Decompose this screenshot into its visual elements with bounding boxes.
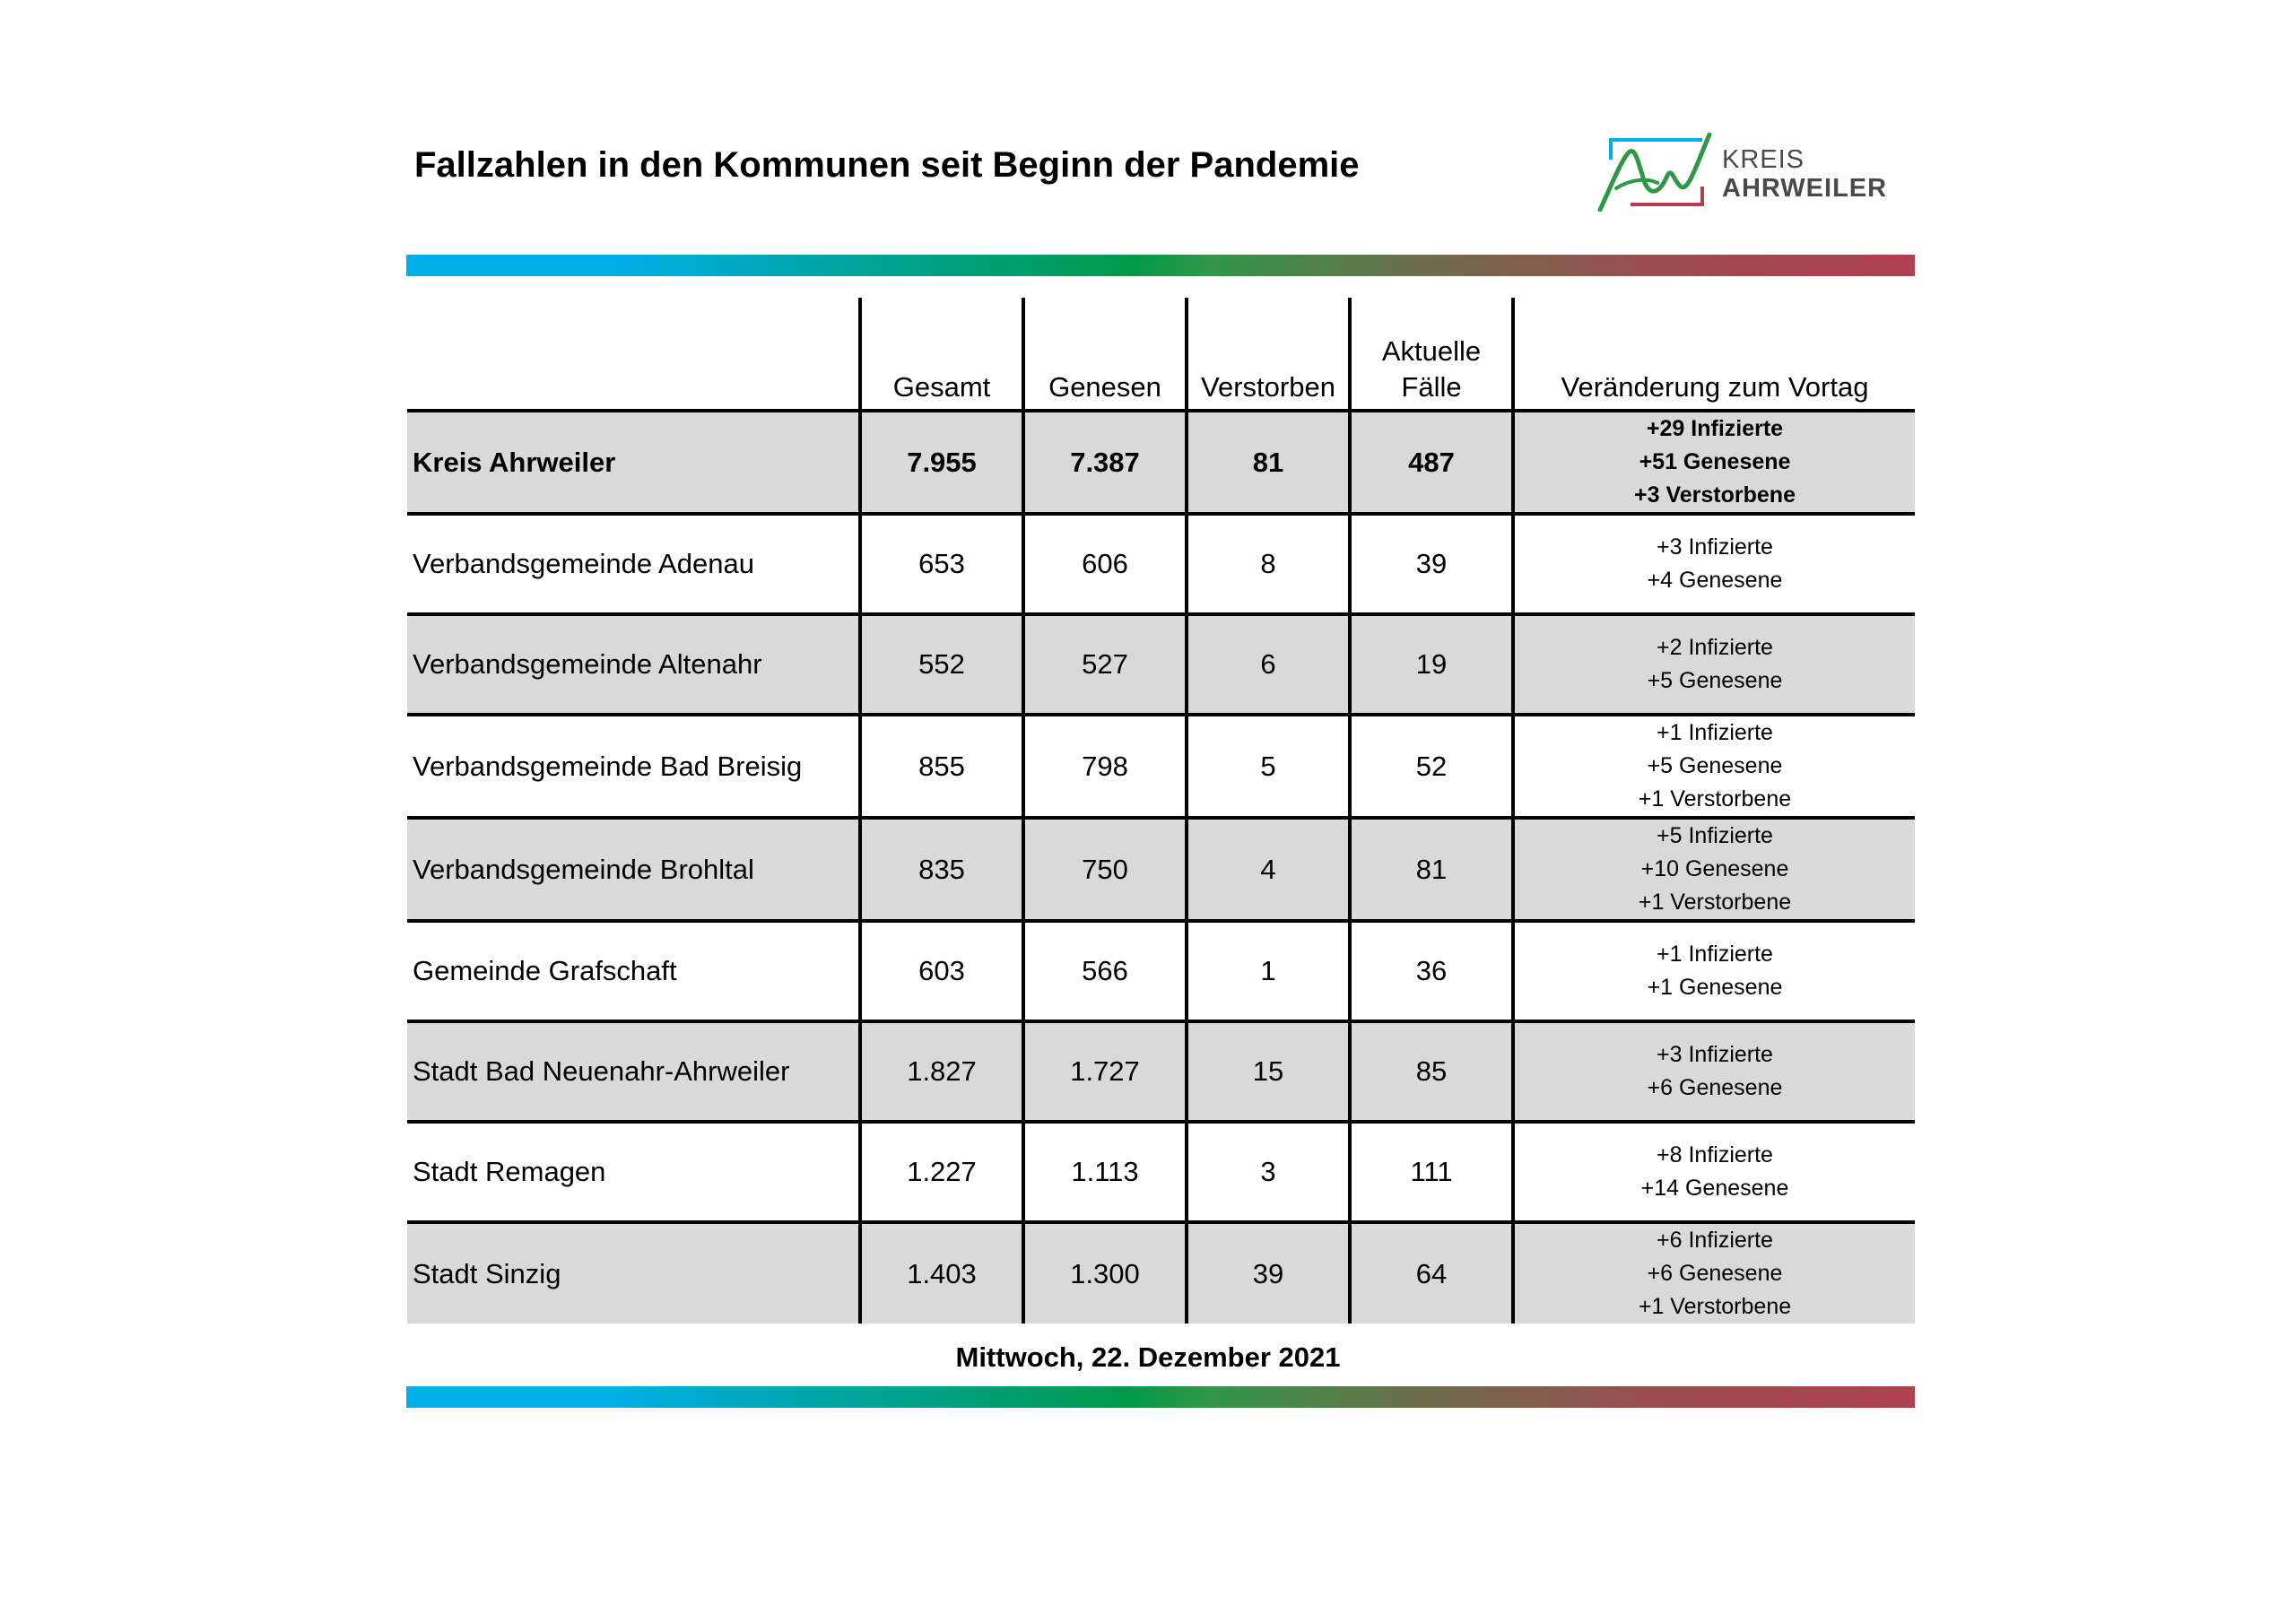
cell-verstorben: 6 [1187,614,1350,715]
cell-gesamt: 1.827 [860,1021,1023,1122]
cell-genesen: 606 [1023,514,1187,614]
header-verstorben: Verstorben [1187,298,1350,411]
cell-gesamt: 653 [860,514,1023,614]
table-row [407,1222,1915,1324]
cell-veraenderung [1513,921,1915,1021]
report-date: Mittwoch, 22. Dezember 2021 [955,1341,1341,1373]
cell-gesamt: 552 [860,614,1023,715]
cell-verstorben: 3 [1187,1122,1350,1222]
cell-verstorben: 1 [1187,921,1350,1021]
table-row [407,614,1915,715]
change-line: +5 Genesene [1647,753,1783,778]
kreis-ahrweiler-logo [1595,133,1903,212]
table-row [407,818,1915,921]
change-line: +1 Genesene [1647,975,1783,1000]
cell-genesen: 527 [1023,614,1187,715]
cell-veraenderung [1513,1021,1915,1122]
header-veraenderung: Veränderung zum Vortag [1513,298,1915,411]
change-line: +1 Infizierte [1657,942,1773,967]
change-line: +5 Infizierte [1657,823,1773,848]
change-line: +14 Genesene [1640,1176,1789,1201]
cell-genesen: 7.387 [1023,411,1187,514]
cell-aktuelle-faelle: 487 [1350,411,1513,514]
page-title: Fallzahlen in den Kommunen seit Beginn der Pandemie [414,145,1360,185]
cell-gesamt: 835 [860,818,1023,921]
cell-aktuelle-faelle: 19 [1350,614,1513,715]
cell-aktuelle-faelle: 52 [1350,715,1513,818]
cell-verstorben: 8 [1187,514,1350,614]
cell-veraenderung [1513,1222,1915,1324]
change-line: +1 Verstorbene [1638,786,1792,812]
change-line: +10 Genesene [1640,856,1789,881]
cell-aktuelle-faelle: 36 [1350,921,1513,1021]
cell-name: Gemeinde Grafschaft [407,921,860,1021]
table-row [407,1021,1915,1122]
cell-gesamt: 603 [860,921,1023,1021]
cell-name: Stadt Bad Neuenahr-Ahrweiler [407,1021,860,1122]
case-table [407,298,1915,1324]
cell-genesen: 798 [1023,715,1187,818]
cell-verstorben: 4 [1187,818,1350,921]
change-line: +6 Genesene [1647,1075,1783,1100]
cell-veraenderung [1513,514,1915,614]
cell-veraenderung [1513,818,1915,921]
cell-name: Verbandsgemeinde Altenahr [407,614,860,715]
change-line: +3 Infizierte [1657,1042,1773,1067]
table-row-total [407,411,1915,514]
change-line: +4 Genesene [1647,568,1783,593]
change-line: +8 Infizierte [1657,1142,1773,1167]
cell-veraenderung [1513,715,1915,818]
cell-verstorben: 81 [1187,411,1350,514]
change-line: +1 Verstorbene [1638,1294,1792,1319]
gradient-divider-top [406,255,1915,276]
cell-veraenderung [1513,411,1915,514]
change-line: +1 Infizierte [1657,720,1773,745]
cell-genesen: 1.113 [1023,1122,1187,1222]
table-row [407,1122,1915,1222]
cell-genesen: 1.727 [1023,1021,1187,1122]
cell-gesamt: 855 [860,715,1023,818]
cell-veraenderung [1513,614,1915,715]
header-aktuelle-line2: Fälle [1401,371,1462,403]
table-row [407,921,1915,1021]
cell-aktuelle-faelle: 81 [1350,818,1513,921]
cell-aktuelle-faelle: 39 [1350,514,1513,614]
header-name [407,298,860,411]
cell-veraenderung [1513,1122,1915,1222]
cell-name: Kreis Ahrweiler [407,411,860,514]
cell-aktuelle-faelle: 111 [1350,1122,1513,1222]
cell-aktuelle-faelle: 64 [1350,1222,1513,1324]
cell-genesen: 1.300 [1023,1222,1187,1324]
header-aktuelle-line1: Aktuelle [1381,335,1482,367]
aw-logo-icon [1595,133,1720,212]
cell-gesamt: 1.227 [860,1122,1023,1222]
cell-name: Verbandsgemeinde Bad Breisig [407,715,860,818]
change-line: +6 Infizierte [1657,1228,1773,1253]
change-line: +3 Verstorbene [1634,482,1796,508]
cell-verstorben: 5 [1187,715,1350,818]
header-genesen: Genesen [1023,298,1187,411]
header-aktuelle-faelle [1350,298,1513,411]
cell-verstorben: 39 [1187,1222,1350,1324]
gradient-divider-bottom [406,1386,1915,1408]
table-row [407,514,1915,614]
change-line: +29 Infizierte [1646,416,1784,441]
cell-genesen: 566 [1023,921,1187,1021]
change-line: +1 Verstorbene [1638,890,1792,915]
header-gesamt: Gesamt [860,298,1023,411]
change-line: +3 Infizierte [1657,534,1773,560]
change-line: +6 Genesene [1647,1261,1783,1286]
cell-genesen: 750 [1023,818,1187,921]
logo-text-kreis: KREIS [1722,145,1805,174]
cell-gesamt: 7.955 [860,411,1023,514]
cell-name: Verbandsgemeinde Brohltal [407,818,860,921]
cell-aktuelle-faelle: 85 [1350,1021,1513,1122]
cell-name: Stadt Sinzig [407,1222,860,1324]
change-line: +2 Infizierte [1657,635,1773,660]
cell-name: Verbandsgemeinde Adenau [407,514,860,614]
change-line: +5 Genesene [1647,668,1783,693]
logo-text-ahrweiler: AHRWEILER [1722,174,1888,203]
cell-verstorben: 15 [1187,1021,1350,1122]
change-line: +51 Genesene [1639,449,1791,474]
table-row [407,715,1915,818]
cell-name: Stadt Remagen [407,1122,860,1222]
table-header-row [407,298,1915,411]
cell-gesamt: 1.403 [860,1222,1023,1324]
